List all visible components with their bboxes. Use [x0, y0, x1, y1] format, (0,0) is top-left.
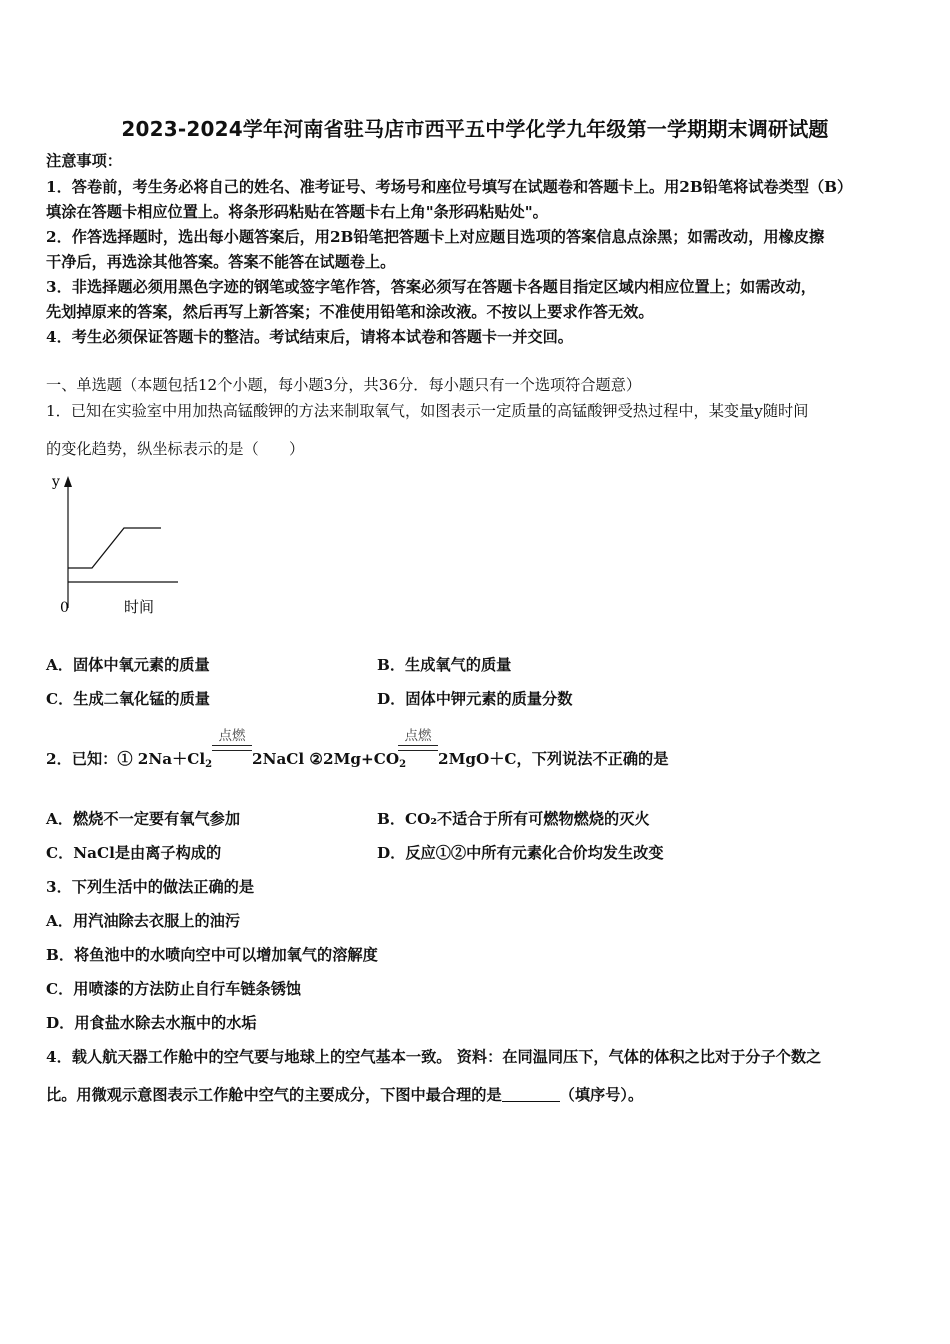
q2-mid-text: 2NaCl ②2Mg+CO	[252, 750, 400, 768]
notice-line: 4．考生必须保证答题卡的整洁。考试结束后，请将本试卷和答题卡一并交回。	[46, 328, 573, 346]
q4-answer-blank	[502, 1087, 560, 1102]
y-axis-arrow-icon	[64, 476, 72, 487]
notice-line: 2．作答选择题时，选出每小题答案后，用2B铅笔把答题卡上对应题目选项的答案信息点涂黑；如需改动，用橡皮擦	[46, 228, 825, 246]
q3-option-d: D．用食盐水除去水瓶中的水垢	[46, 1014, 257, 1032]
q4-stem-cont	[46, 1085, 643, 1105]
q1-stem: 1．已知在实验室中用加热高锰酸钾的方法来制取氧气，如图表示一定质量的高锰酸钾受热过程中，某变量y随时间	[46, 402, 809, 420]
q2-stem	[46, 749, 212, 775]
q1-option-b: B．生成氧气的质量	[377, 656, 512, 674]
q1-stem-cont: 的变化趋势，纵坐标表示的是（ ）	[46, 440, 305, 458]
q2-option-d: D．反应①②中所有元素化合价均发生改变	[377, 844, 664, 862]
q2-co-subscript: 2	[399, 759, 407, 770]
q2-option-c: C．NaCl是由离子构成的	[46, 844, 222, 862]
q1-option-a: A．固体中氧元素的质量	[46, 656, 210, 674]
q4-stem: 4．载人航天器工作舱中的空气要与地球上的空气基本一致。 资料：在同温同压下，气体的体积之比对于分子个数之	[46, 1048, 822, 1066]
q2-condition-1: 点燃	[218, 728, 246, 744]
notice-heading: 注意事项：	[46, 152, 122, 170]
q2-tail: 2MgO＋C，下列说法不正确的是	[438, 750, 669, 768]
q3-option-c: C．用喷漆的方法防止自行车链条锈蚀	[46, 980, 302, 998]
notice-line: 干净后，再选涂其他答案。答案不能答在试题卷上。	[46, 253, 396, 271]
q2-equals-sign-2	[398, 745, 438, 751]
q1-option-c: C．生成二氧化锰的质量	[46, 690, 210, 708]
q2-equals-sign-1	[212, 745, 252, 751]
q4-text-end: （填序号）。	[559, 1086, 644, 1104]
q2-option-a: A．燃烧不一定要有氧气参加	[46, 810, 241, 828]
trend-line	[68, 528, 161, 568]
q2-condition-2: 点燃	[404, 728, 432, 744]
q3-option-b: B．将鱼池中的水喷向空中可以增加氧气的溶解度	[46, 946, 378, 964]
notice-line: 填涂在答题卡相应位置上。将条形码粘贴在答题卡右上角"条形码粘贴处"。	[46, 203, 548, 221]
q1-option-d: D．固体中钾元素的质量分数	[377, 690, 573, 708]
y-axis-label: y	[52, 474, 60, 490]
q2-cl-subscript: 2	[205, 759, 213, 770]
q1-graph	[44, 468, 184, 618]
x-axis-label: 时间	[124, 598, 155, 616]
q2-reactants: 2．已知：① 2Na＋Cl	[46, 750, 206, 768]
notice-line: 3．非选择题必须用黑色字迹的钢笔或签字笔作答，答案必须写在答题卡各题目指定区域内相应位置上；如需改动，	[46, 278, 816, 296]
q2-option-b: B．CO₂不适合于所有可燃物燃烧的灭火	[377, 810, 650, 828]
q2-middle	[252, 749, 406, 775]
q4-text: 比。用微观示意图表示工作舱中空气的主要成分，下图中最合理的是	[46, 1086, 502, 1104]
section-heading: 一、单选题（本题包括12个小题，每小题3分，共36分．每小题只有一个选项符合题意）	[46, 376, 642, 394]
notice-line: 先划掉原来的答案，然后再写上新答案；不准使用铅笔和涂改液。不按以上要求作答无效。	[46, 303, 654, 321]
origin-label: 0	[60, 600, 69, 616]
notice-line: 1．答卷前，考生务必将自己的姓名、准考证号、考场号和座位号填写在试题卷和答题卡上。用2B铅笔将试卷类型（B）	[46, 178, 853, 196]
page-title: 2023-2024学年河南省驻马店市西平五中学化学九年级第一学期期末调研试题	[121, 117, 829, 141]
q3-option-a: A．用汽油除去衣服上的油污	[46, 912, 241, 930]
q3-stem: 3．下列生活中的做法正确的是	[46, 878, 255, 896]
